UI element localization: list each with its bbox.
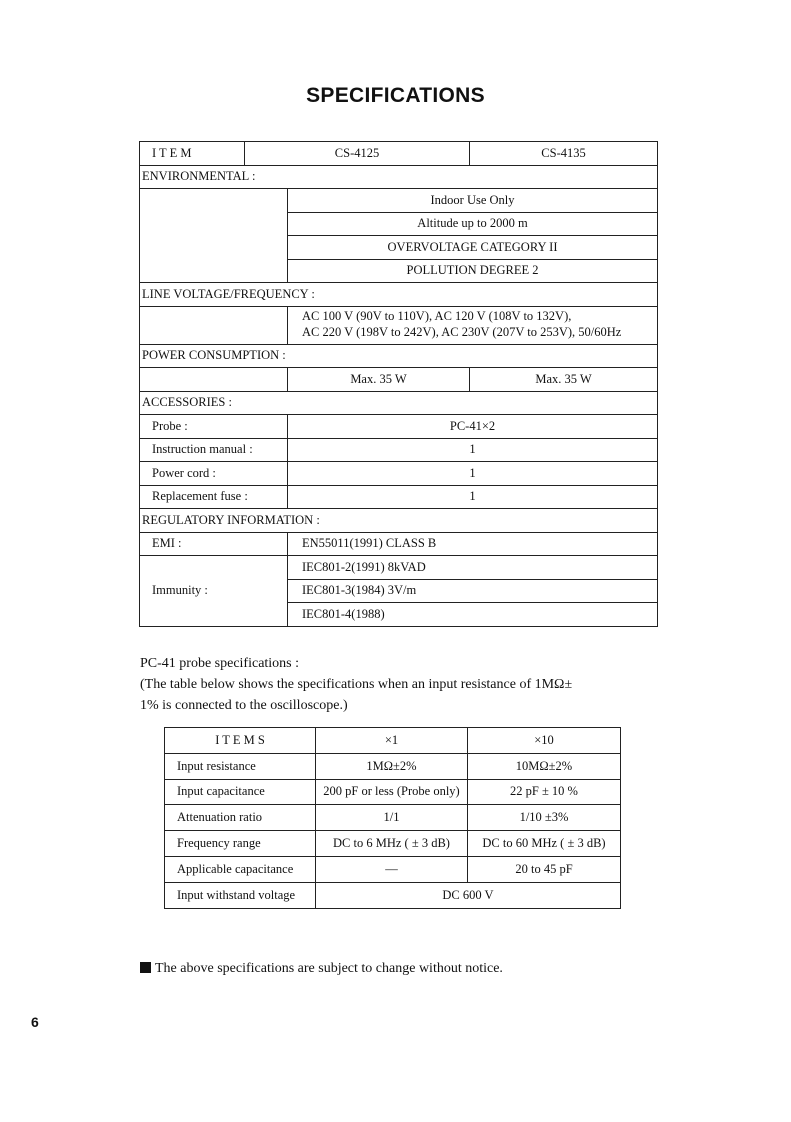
page-number: 6 bbox=[31, 1014, 39, 1030]
probe-x1-value: 200 pF or less (Probe only) bbox=[316, 779, 468, 805]
probe-x10-value: 20 to 45 pF bbox=[468, 856, 621, 882]
table-row bbox=[140, 415, 658, 439]
accessory-name: Instruction manual : bbox=[140, 438, 288, 462]
blank-cell bbox=[140, 306, 288, 344]
probe-intro bbox=[140, 653, 572, 716]
accessory-name: Probe : bbox=[140, 415, 288, 439]
accessory-value: 1 bbox=[288, 438, 658, 462]
header-model-b: CS-4135 bbox=[470, 142, 658, 166]
table-row bbox=[140, 556, 658, 580]
probe-item: Attenuation ratio bbox=[165, 805, 316, 831]
line-voltage-label: LINE VOLTAGE/FREQUENCY : bbox=[140, 283, 658, 307]
probe-specifications-table bbox=[164, 727, 621, 909]
accessory-value: 1 bbox=[288, 462, 658, 486]
power-model-b: Max. 35 W bbox=[470, 368, 658, 392]
page-title: SPECIFICATIONS bbox=[306, 84, 485, 107]
line-voltage-line: AC 220 V (198V to 242V), AC 230V (207V to 253V), 50/60Hz bbox=[302, 325, 622, 339]
emi-value: EN55011(1991) CLASS B bbox=[288, 532, 658, 556]
immunity-value: IEC801-4(1988) bbox=[288, 603, 658, 627]
blank-cell bbox=[140, 189, 288, 283]
accessory-name: Replacement fuse : bbox=[140, 485, 288, 509]
emi-label: EMI : bbox=[140, 532, 288, 556]
probe-x10-value: 1/10 ±3% bbox=[468, 805, 621, 831]
table-row bbox=[165, 831, 621, 857]
probe-item: Frequency range bbox=[165, 831, 316, 857]
table-row bbox=[140, 485, 658, 509]
probe-note: (The table below shows the specifications when an input resistance of 1MΩ± bbox=[140, 677, 573, 692]
section-row bbox=[140, 391, 658, 415]
immunity-label: Immunity : bbox=[140, 556, 288, 627]
table-header-row bbox=[165, 728, 621, 754]
line-voltage-line: AC 100 V (90V to 110V), AC 120 V (108V to 132V), bbox=[302, 309, 572, 324]
table-row bbox=[140, 189, 658, 213]
section-row bbox=[140, 509, 658, 533]
header-model-a: CS-4125 bbox=[245, 142, 470, 166]
notice-text: The above specifications are subject to change without notice. bbox=[155, 961, 503, 976]
accessories-label: ACCESSORIES : bbox=[140, 391, 658, 415]
table-row bbox=[140, 532, 658, 556]
table-row bbox=[165, 805, 621, 831]
environmental-value: POLLUTION DEGREE 2 bbox=[288, 259, 658, 283]
probe-item: Input capacitance bbox=[165, 779, 316, 805]
section-row bbox=[140, 344, 658, 368]
blank-cell bbox=[140, 368, 288, 392]
probe-x1-value: — bbox=[316, 856, 468, 882]
probe-item: Input resistance bbox=[165, 753, 316, 779]
header-x10: ×10 bbox=[468, 728, 621, 754]
probe-x10-value: DC to 60 MHz ( ± 3 dB) bbox=[468, 831, 621, 857]
environmental-label: ENVIRONMENTAL : bbox=[140, 165, 658, 189]
header-items: I T E M S bbox=[165, 728, 316, 754]
specifications-table bbox=[139, 141, 658, 627]
withstand-value: DC 600 V bbox=[316, 882, 621, 908]
table-row bbox=[140, 306, 658, 344]
environmental-value: Indoor Use Only bbox=[288, 189, 658, 213]
notice bbox=[140, 959, 503, 979]
probe-item: Applicable capacitance bbox=[165, 856, 316, 882]
immunity-value: IEC801-2(1991) 8kVAD bbox=[288, 556, 658, 580]
accessory-value: PC-41×2 bbox=[288, 415, 658, 439]
probe-x1-value: 1/1 bbox=[316, 805, 468, 831]
immunity-value: IEC801-3(1984) 3V/m bbox=[288, 579, 658, 603]
table-row bbox=[140, 462, 658, 486]
probe-x10-value: 22 pF ± 10 % bbox=[468, 779, 621, 805]
header-x1: ×1 bbox=[316, 728, 468, 754]
probe-x10-value: 10MΩ±2% bbox=[468, 753, 621, 779]
environmental-value: Altitude up to 2000 m bbox=[288, 212, 658, 236]
accessory-name: Power cord : bbox=[140, 462, 288, 486]
table-row bbox=[165, 753, 621, 779]
probe-heading: PC-41 probe specifications : bbox=[140, 656, 300, 671]
table-header-row bbox=[140, 142, 658, 166]
section-row bbox=[140, 165, 658, 189]
probe-x1-value: DC to 6 MHz ( ± 3 dB) bbox=[316, 831, 468, 857]
table-row bbox=[165, 856, 621, 882]
probe-note: 1% is connected to the oscilloscope.) bbox=[140, 698, 348, 713]
table-row bbox=[140, 438, 658, 462]
probe-x1-value: 1MΩ±2% bbox=[316, 753, 468, 779]
power-model-a: Max. 35 W bbox=[288, 368, 470, 392]
regulatory-label: REGULATORY INFORMATION : bbox=[140, 509, 658, 533]
table-row bbox=[140, 368, 658, 392]
accessory-value: 1 bbox=[288, 485, 658, 509]
table-row bbox=[165, 882, 621, 908]
square-bullet-icon bbox=[140, 962, 151, 973]
line-voltage-value bbox=[288, 306, 658, 344]
power-label: POWER CONSUMPTION : bbox=[140, 344, 658, 368]
environmental-value: OVERVOLTAGE CATEGORY II bbox=[288, 236, 658, 260]
table-row bbox=[165, 779, 621, 805]
probe-item: Input withstand voltage bbox=[165, 882, 316, 908]
section-row bbox=[140, 283, 658, 307]
header-item: I T E M bbox=[140, 142, 245, 166]
